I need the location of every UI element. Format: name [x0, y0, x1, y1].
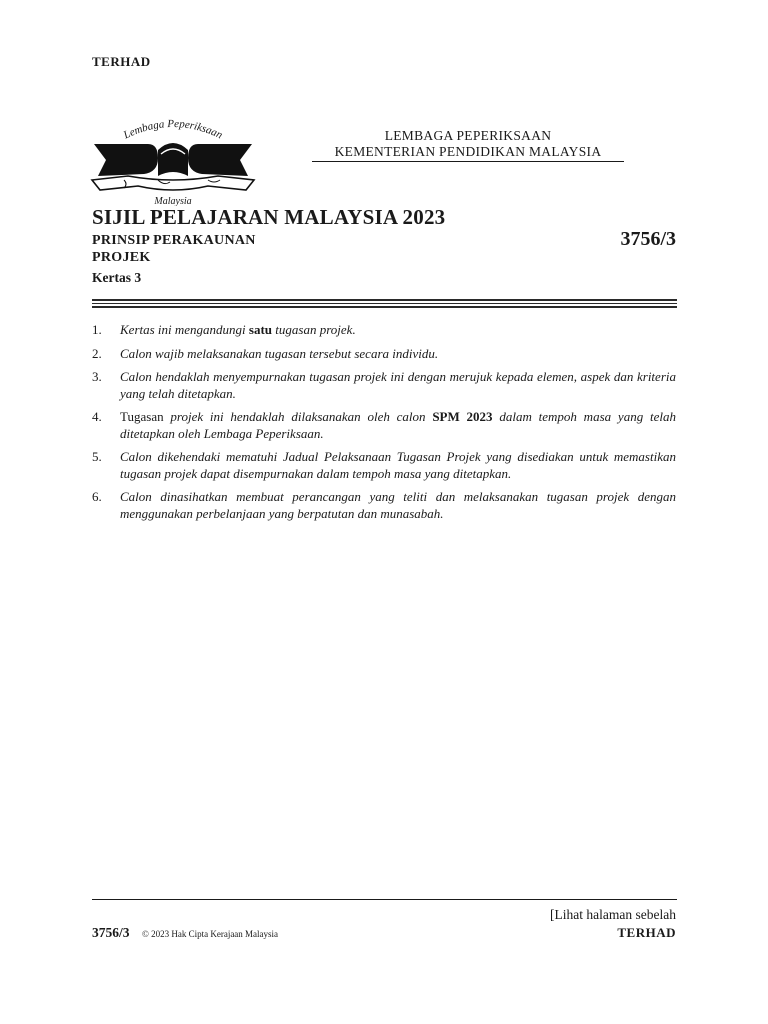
- instruction-text-part: dalam tempoh masa yang telah ditetapkan oleh Lembaga Peperiksaan.: [120, 409, 676, 441]
- board-underline: [312, 161, 624, 162]
- instruction-text-part: Calon dikehendaki mematuhi Jadual Pelaksanaan Tugasan Projek yang disediakan untuk memastikan tugasan projek dapat disempurnakan dalam tempoh masa yang ditetapkan.: [120, 449, 676, 481]
- instruction-number: 1.: [92, 322, 102, 337]
- instruction-number: 6.: [92, 489, 102, 504]
- instruction-text-part: Tugasan: [120, 409, 171, 424]
- instruction-number: 2.: [92, 345, 102, 361]
- instruction-item: [92, 449, 676, 482]
- classification-label-bottom: TERHAD: [617, 925, 676, 940]
- instruction-text-part: satu: [248, 322, 273, 337]
- exam-title: SIJIL PELAJARAN MALAYSIA 2023: [92, 205, 446, 229]
- instruction-item: [92, 322, 676, 339]
- board-name: LEMBAGA PEPERIKSAAN: [384, 128, 552, 143]
- instruction-item: [92, 346, 676, 363]
- footer-divider: [92, 899, 677, 900]
- instruction-text-part: projek ini hendaklah dilaksanakan oleh calon: [170, 409, 433, 424]
- component-name: PROJEK: [92, 250, 151, 265]
- paper-number: Kertas 3: [92, 270, 142, 285]
- classification-label-top: TERHAD: [92, 54, 151, 69]
- instruction-number: 3.: [92, 369, 102, 384]
- instruction-text: [120, 322, 676, 339]
- ministry-name: KEMENTERIAN PENDIDIKAN MALAYSIA: [334, 144, 602, 159]
- logo-arc-text: Lembaga Peperiksaan: [121, 117, 225, 142]
- paper-code: 3756/3: [620, 228, 676, 250]
- board-logo: [88, 114, 258, 206]
- instructions-list: [92, 322, 676, 529]
- board-heading: [292, 128, 644, 162]
- instruction-text-part: Calon hendaklah menyempurnakan tugasan projek ini dengan merujuk kepada elemen, aspek dan kriteria yang telah ditetapkan.: [120, 369, 676, 401]
- instruction-number: 4.: [92, 409, 102, 424]
- instruction-text-part: tugasan projek.: [272, 322, 356, 337]
- instruction-text: [120, 369, 676, 402]
- next-page-note: [Lihat halaman sebelah: [550, 907, 676, 922]
- instruction-text: [120, 409, 676, 442]
- instruction-text: [120, 346, 676, 363]
- instruction-item: [92, 369, 676, 402]
- copyright-notice: © 2023 Hak Cipta Kerajaan Malaysia: [142, 929, 279, 939]
- footer-paper-code: 3756/3: [92, 925, 130, 940]
- instruction-text-part: SPM 2023: [432, 409, 493, 424]
- instruction-item: [92, 489, 676, 522]
- instruction-text: [120, 449, 676, 482]
- instruction-text-part: Calon dinasihatkan membuat perancangan yang teliti dan melaksanakan tugasan projek dengan menggunakan perbelanjaan yang berpatutan dan munasabah.: [120, 489, 676, 521]
- instruction-text: [120, 489, 676, 522]
- header-divider: [92, 299, 677, 310]
- subject-name: PRINSIP PERAKAUNAN: [92, 233, 256, 248]
- instruction-number: 5.: [92, 449, 102, 464]
- logo-bottom-text: Malaysia: [154, 196, 192, 206]
- instruction-item: [92, 409, 676, 442]
- instruction-text-part: Calon wajib melaksanakan tugasan tersebut secara individu.: [120, 345, 439, 361]
- instruction-text-part: Kertas ini mengandungi: [120, 322, 249, 337]
